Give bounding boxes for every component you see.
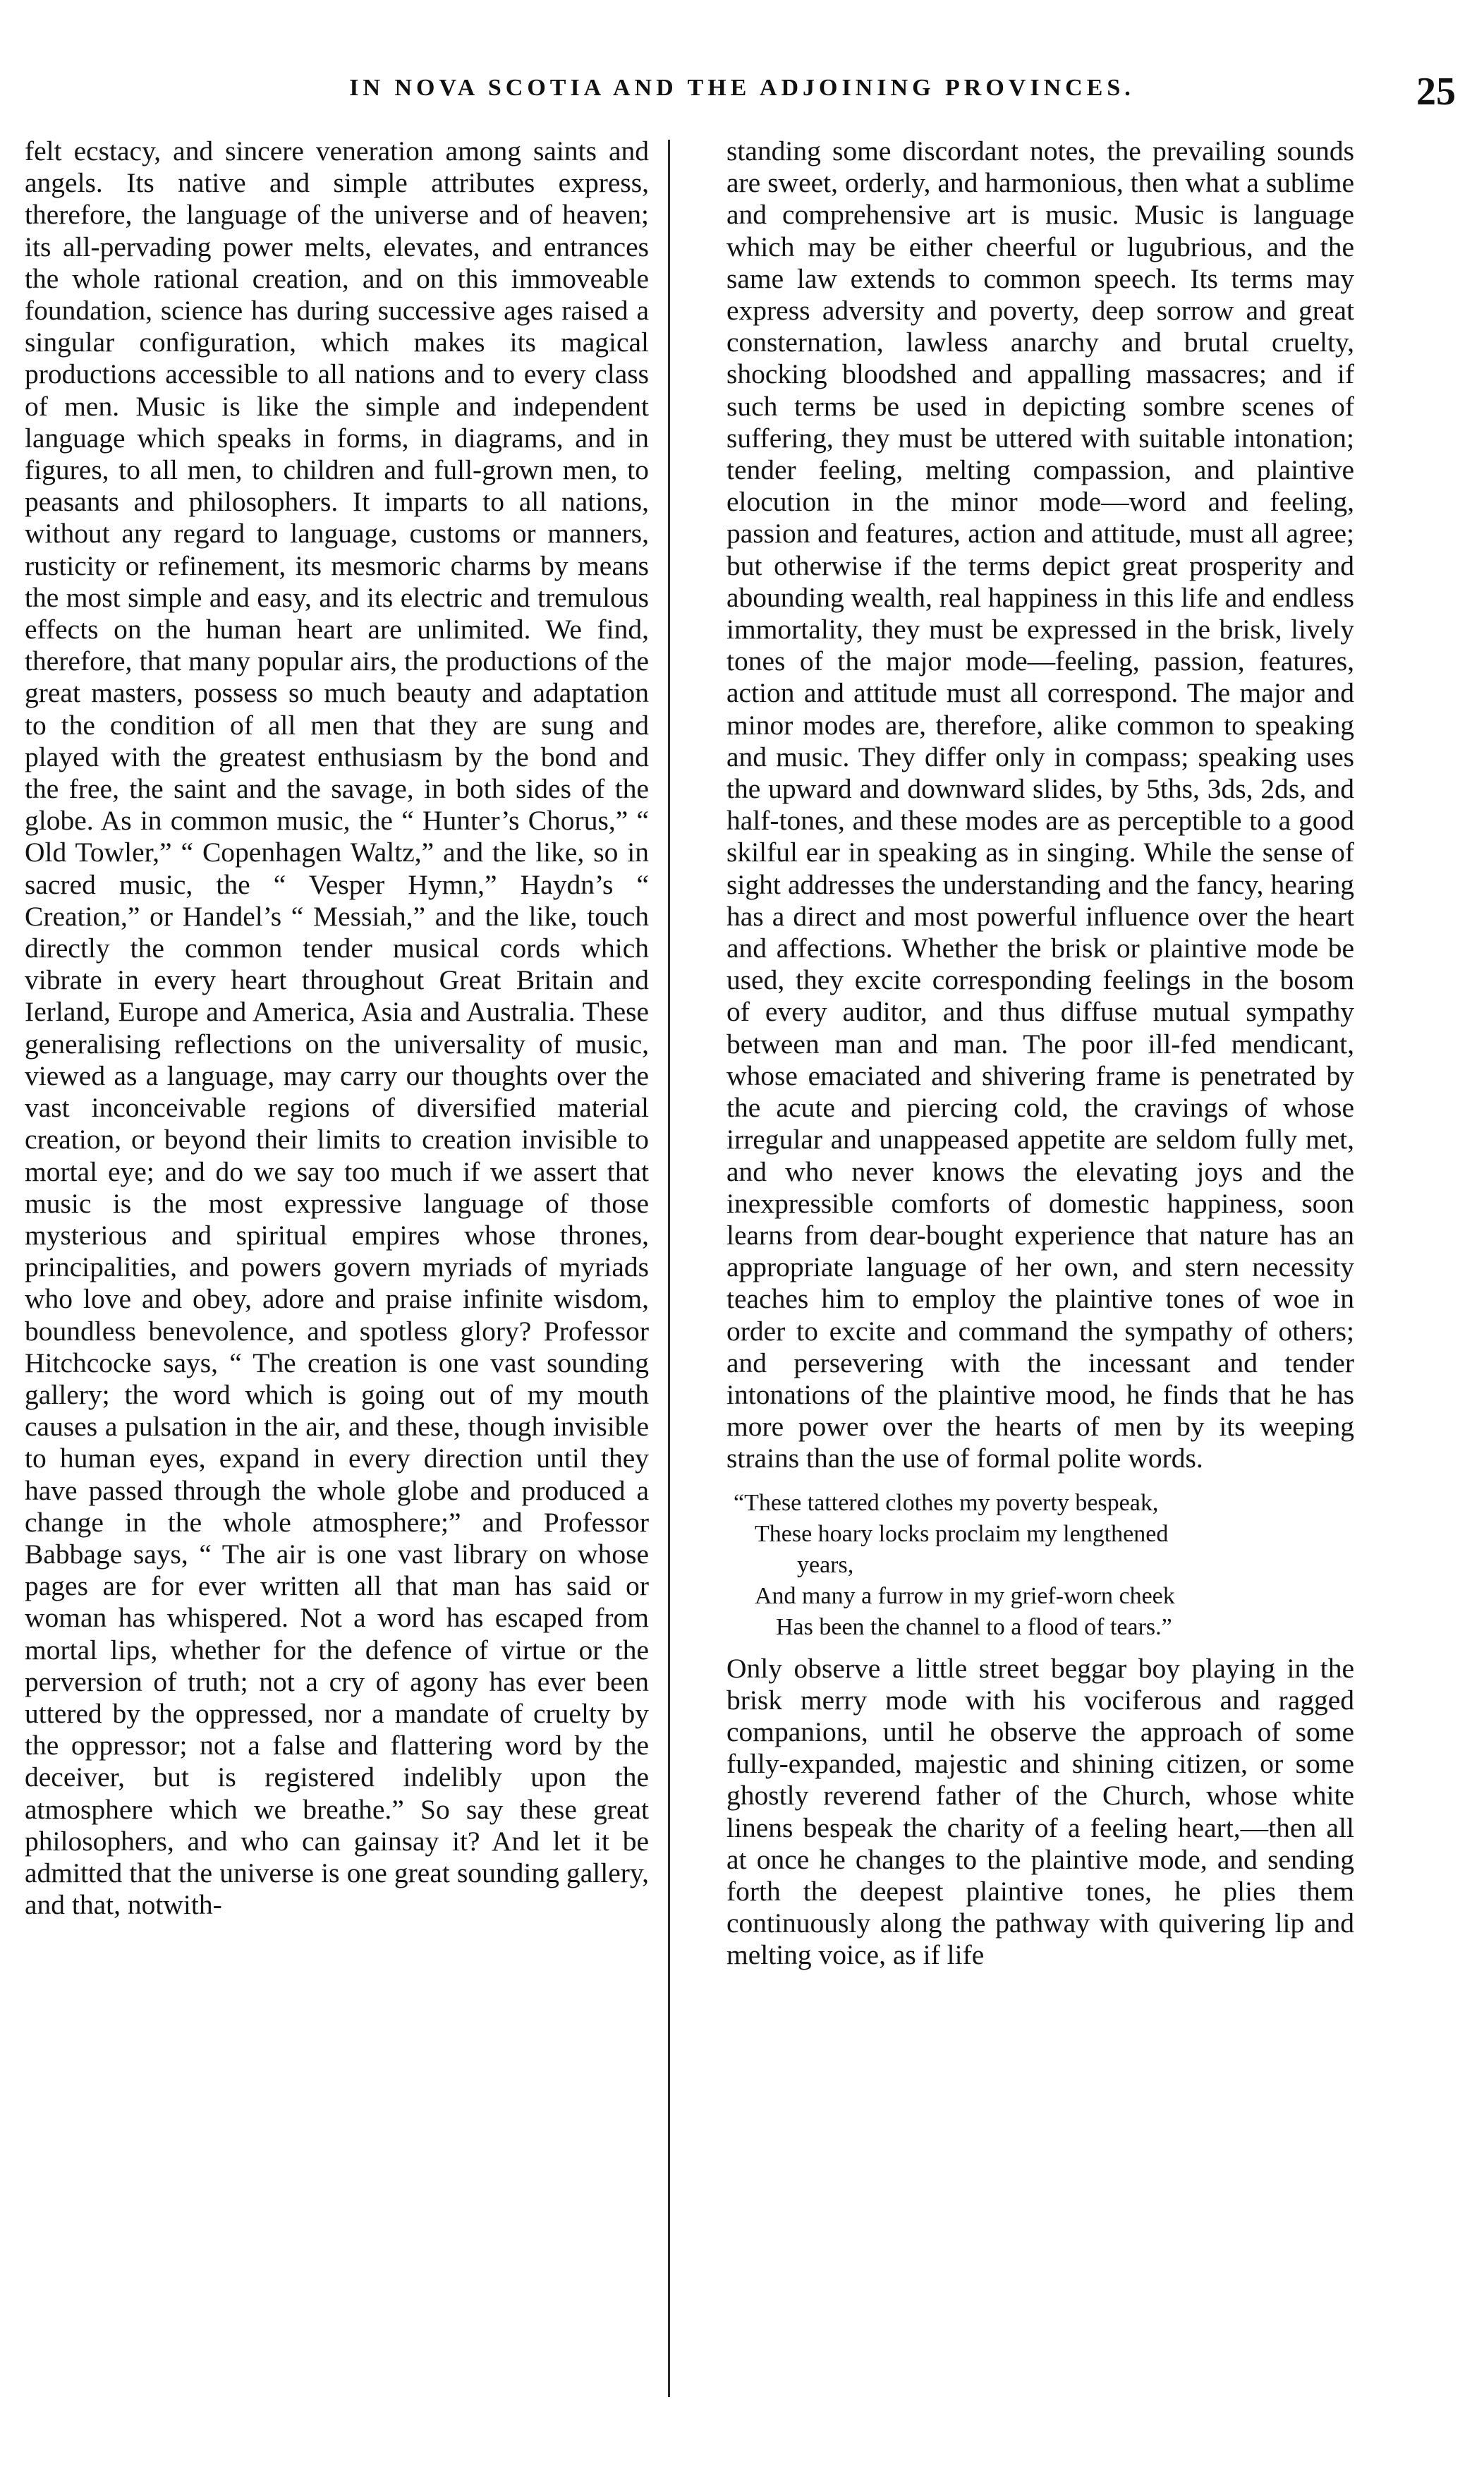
poem-line: years,: [797, 1551, 854, 1578]
page-header: [28, 70, 1456, 124]
poem-line: These hoary locks proclaim my lengthened: [755, 1520, 1169, 1547]
poem-line: And many a furrow in my grief-worn cheek: [755, 1582, 1175, 1609]
right-column-paragraph-1: standing some discordant notes, the prevailing sounds are sweet, orderly, and harmonious, then what a sublime and comprehensive art is music. Music is language which may be either cheerful or lugubrious, and the same law extends to common speech. Its terms may express adversity and poverty, deep sorrow and great consternation, lawless anarchy and brutal cruelty, shocking bloodshed and appalling massacres; and if such terms be used in depicting sombre scenes of suffering, they must be uttered with suitable intonation; tender feeling, melting compassion, and plaintive elocution in the minor mode—word and feeling, passion and features, action and attitude, must all agree; but otherwise if the terms depict great prosperity and abounding wealth, real happiness in this life and endless immortality, they must be expressed in the brisk, lively tones of the major mode—feeling, passion, features, action and attitude must all correspond. The major and minor modes are, therefore, alike common to speaking and music. They differ only in compass; speaking uses the upward and downward slides, by 5ths, 3ds, 2ds, and half-tones, and these modes are as perceptible to a good skilful ear in speaking as in singing. While the sense of sight addresses the understanding and the fancy, hearing has a direct and most powerful influence over the heart and affections. Whether the brisk or plaintive mode be used, they excite corresponding feelings in the bosom of every auditor, and thus diffuse mutual sympathy between man and man. The poor ill-fed mendicant, whose emaciated and shivering frame is penetrated by the acute and piercing cold, the cravings of whose irregular and unappeased appetite are seldom fully met, and who never knows the elevating joys and the inexpressible comforts of domestic happiness, soon learns from dear-bought experience that nature has an appropriate language of her own, and stern necessity teaches him to employ the plaintive tones of woe in order to excite and command the sympathy of others; and persevering with the incessant and tender intonations of the plaintive mood, he finds that he has more power over the hearts of men by its weeping strains than the use of formal polite words.: [726, 135, 1354, 1474]
running-head: IN NOVA SCOTIA AND THE ADJOINING PROVINCES.: [349, 75, 1135, 101]
left-column: [25, 135, 649, 2407]
left-column-text: felt ecstacy, and sincere veneration among saints and angels. Its native and simple attributes express, therefore, the language of the universe and of heaven; its all-pervading power melts, elevates, and entrances the whole rational creation, and on this immoveable foundation, science has during successive ages raised a singular configuration, which makes its magical productions accessible to all nations and to every class of men. Music is like the simple and independent language which speaks in forms, in diagrams, and in figures, to all men, to children and full-grown men, to peasants and philosophers. It imparts to all nations, without any regard to language, customs or manners, rusticity or refinement, its mesmoric charms by means the most simple and easy, and its electric and tremulous effects on the human heart are unlimited. We find, therefore, that many popular airs, the productions of the great masters, possess so much beauty and adaptation to the condition of all men that they are sung and played with the greatest enthusiasm by the bond and the free, the saint and the savage, in both sides of the globe. As in common music, the “ Hunter’s Chorus,” “ Old Towler,” “ Copenhagen Waltz,” and the like, so in sacred music, the “ Vesper Hymn,” Haydn’s “ Creation,” or Handel’s “ Messiah,” and the like, touch directly the common tender musical cords which vibrate in every heart throughout Great Britain and Ierland, Europe and America, Asia and Australia. These generalising reflections on the universality of music, viewed as a language, may carry our thoughts over the vast inconceivable regions of diversified material creation, or beyond their limits to creation invisible to mortal eye; and do we say too much if we assert that music is the most expressive language of those mysterious and spiritual empires whose thrones, principalities, and powers govern myriads of myriads who love and obey, adore and praise infinite wisdom, boundless benevolence, and spotless glory? Professor Hitchcocke says, “ The creation is one vast sounding gallery; the word which is going out of my mouth causes a pulsation in the air, and these, though invisible to human eyes, expand in every direction until they have passed through the whole globe and produced a change in the whole atmosphere;” and Professor Babbage says, “ The air is one vast library on whose pages are for ever written all that man has said or woman has whispered. Not a word has escaped from mortal lips, whether for the defence of virtue or the perversion of truth; not a cry of agony has ever been uttered by the oppressed, nor a mandate of cruelty by the oppressor; not a false and flattering word by the deceiver, but is registered indelibly upon the atmosphere which we breathe.” So say these great philosophers, and who can gainsay it? And let it be admitted that the universe is one great sounding gallery, and that, notwith-: [25, 135, 649, 1921]
right-column: [726, 135, 1354, 2407]
poem-line: “These tattered clothes my poverty bespeak,: [734, 1489, 1159, 1516]
column-divider: [668, 140, 670, 2397]
poem-line: Has been the channel to a flood of tears.”: [776, 1613, 1172, 1640]
poem-quotation: [726, 1488, 1354, 1643]
right-column-paragraph-2: Only observe a little street beggar boy playing in the brisk merry mode with his vociferous and ragged companions, until he observe the approach of some fully-expanded, majestic and shining citizen, or some ghostly reverend father of the Church, whose white linens bespeak the charity of a feeling heart,—then all at once he changes to the plaintive mode, and sending forth the deepest plaintive tones, he plies them continuously along the pathway with quivering lip and melting voice, as if life: [726, 1652, 1354, 1971]
page-number: 25: [1416, 70, 1456, 114]
